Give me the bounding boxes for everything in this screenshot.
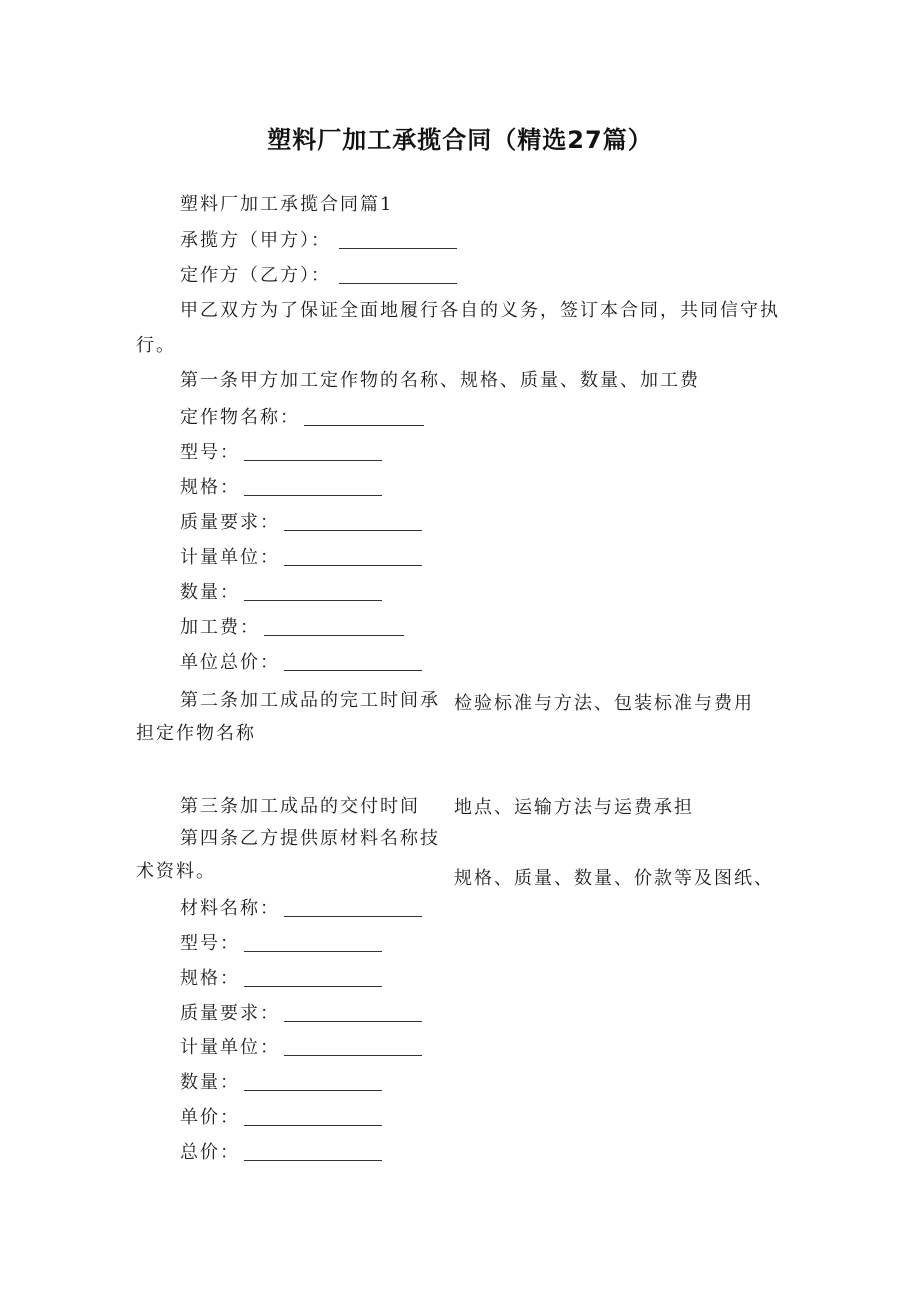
intro-line-1: 甲乙双方为了保证全面地履行各自的义务，签订本合同，共同信守执 (180, 300, 780, 321)
art4-qty-blank (244, 1072, 382, 1091)
art1-spec-blank (244, 477, 382, 496)
intro-line-2: 行。 (136, 335, 176, 356)
art4-spec-blank (244, 968, 382, 987)
art4-total-label: 总价： (180, 1142, 240, 1163)
art1-total-row (180, 651, 422, 675)
art1-name-blank (304, 407, 424, 426)
art1-quality-label: 质量要求： (180, 512, 280, 533)
art1-name-label: 定作物名称： (180, 407, 300, 428)
party-a-blank (339, 230, 457, 249)
art1-spec-label: 规格： (180, 477, 240, 498)
art4-model-blank (244, 933, 382, 952)
article-2-right: 检验标准与方法、包装标准与费用 (454, 693, 754, 714)
art4-price-label: 单价： (180, 1107, 240, 1128)
art1-spec-row (180, 476, 382, 500)
art4-total-row (180, 1141, 382, 1165)
art4-unit-row (180, 1036, 422, 1060)
art1-total-blank (284, 652, 422, 671)
art1-qty-row (180, 581, 382, 605)
art4-price-row (180, 1106, 382, 1130)
art4-qty-label: 数量： (180, 1072, 240, 1093)
art4-spec-label: 规格： (180, 968, 240, 989)
art1-model-label: 型号： (180, 442, 240, 463)
art1-unit-blank (284, 547, 422, 566)
art1-quality-row (180, 511, 422, 535)
art1-model-row (180, 441, 382, 465)
party-a-label: 承揽方（甲方）： (180, 230, 331, 251)
art4-total-blank (244, 1142, 382, 1161)
art4-model-label: 型号： (180, 933, 240, 954)
article-1-heading: 第一条甲方加工定作物的名称、规格、质量、数量、加工费 (180, 370, 700, 391)
art1-fee-label: 加工费： (180, 617, 260, 638)
art1-name-row (180, 406, 424, 430)
art1-unit-label: 计量单位： (180, 547, 280, 568)
article-2-left-line-1: 第二条加工成品的完工时间承 (180, 690, 440, 711)
art4-name-row (180, 897, 422, 921)
art1-fee-row (180, 616, 404, 640)
article-3-left: 第三条加工成品的交付时间 (180, 796, 420, 817)
art4-spec-row (180, 967, 382, 991)
art4-price-blank (244, 1107, 382, 1126)
article-3-right: 地点、运输方法与运费承担 (454, 797, 694, 818)
article-4-right: 规格、质量、数量、价款等及图纸、 (454, 868, 774, 889)
art4-quality-blank (284, 1003, 422, 1022)
art4-name-label: 材料名称： (180, 898, 280, 919)
art4-unit-blank (284, 1037, 422, 1056)
party-a-row (180, 229, 457, 253)
art1-fee-blank (264, 617, 404, 636)
article-2-left-line-2: 担定作物名称 (136, 723, 256, 744)
art1-model-blank (244, 442, 382, 461)
art1-total-label: 单位总价： (180, 652, 280, 673)
party-b-row (180, 264, 457, 288)
art4-model-row (180, 932, 382, 956)
party-b-label: 定作方（乙方）： (180, 265, 331, 286)
art1-qty-label: 数量： (180, 582, 240, 603)
section-heading: 塑料厂加工承揽合同篇1 (180, 194, 394, 215)
article-4-left-line-1: 第四条乙方提供原材料名称技 (180, 828, 440, 849)
art4-name-blank (284, 898, 422, 917)
art4-unit-label: 计量单位： (180, 1037, 280, 1058)
article-4-left-line-2: 术资料。 (136, 861, 216, 882)
art1-qty-blank (244, 582, 382, 601)
art1-unit-row (180, 546, 422, 570)
document-title: 塑料厂加工承揽合同（精选27篇） (267, 126, 653, 154)
art4-quality-row (180, 1002, 422, 1026)
art4-quality-label: 质量要求： (180, 1003, 280, 1024)
art4-qty-row (180, 1071, 382, 1095)
party-b-blank (339, 265, 457, 284)
art1-quality-blank (284, 512, 422, 531)
